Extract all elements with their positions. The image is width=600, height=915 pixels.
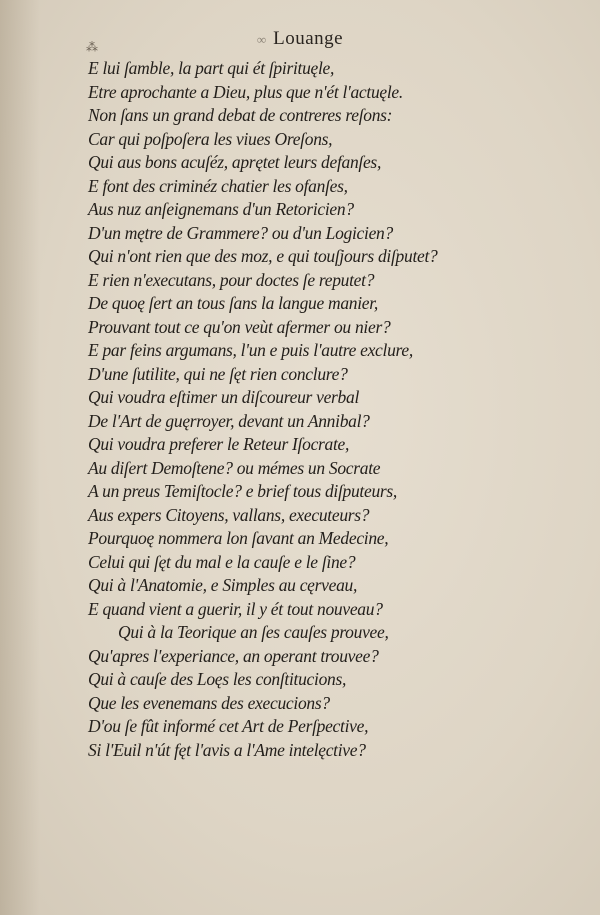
- verse-line: Aus nuz anſeignemans d'un Retoricien?: [88, 199, 354, 219]
- verse-line: Prouvant tout ce qu'on veùt afermer ou nier?: [88, 316, 391, 337]
- verse-line: Qui voudra preferer le Reteur Iſocrate,: [88, 434, 350, 454]
- verse-line: Que les evenemans des execucions?: [88, 692, 330, 713]
- margin-mark: ⁂: [86, 40, 98, 54]
- verse-line: Qui n'ont rien que des moz, e qui touſjours diſputet?: [88, 246, 438, 266]
- verse-line: D'un mętre de Grammere? ou d'un Logicien?: [88, 222, 393, 243]
- running-header: [0, 28, 600, 50]
- verse-line: Qui voudra eſtimer un diſcoureur verbal: [88, 387, 360, 407]
- verse-line: E quand vient a guerir, il y ét tout nouveau?: [88, 598, 383, 619]
- verse-line: E par feins argumans, l'un e puis l'autre exclure,: [88, 340, 413, 360]
- verse-list: [88, 57, 558, 762]
- verse-line: D'ou ſe fût informé cet Art de Perſpective,: [88, 716, 369, 736]
- binding-shadow: [0, 0, 40, 915]
- verse-line: Aus expers Citoyens, vallans, executeurs?: [88, 504, 370, 525]
- verse-line: Qui à cauſe des Loęs les conſtitucions,: [88, 669, 347, 689]
- page-title: Louange: [273, 28, 344, 49]
- verse-line: Pourquoę nommera lon ſavant an Medecine,: [88, 528, 389, 548]
- verse-line: Non ſans un grand debat de contreres reſons:: [88, 105, 393, 125]
- verse-line: Qui à l'Anatomie, e Simples au cęrveau,: [88, 575, 358, 595]
- verse-line: D'une ſutilite, qui ne ſęt rien conclure?: [88, 363, 348, 384]
- verse-line: Celui qui ſęt du mal e la cauſe e le ſine?: [88, 551, 356, 572]
- verse-line: E rien n'executans, pour doctes ſe reputet?: [88, 269, 375, 290]
- verse-line: A un preus Temiſtocle? e brief tous diſputeurs,: [88, 481, 397, 501]
- verse-line: De quoę ſert an tous ſans la langue manier,: [88, 293, 378, 313]
- verse-line: Etre aprochante a Dieu, plus que n'ét l'actuęle.: [88, 81, 403, 102]
- verse-line: E font des criminéz chatier les ofanſes,: [88, 175, 348, 196]
- verse-line: Car qui poſpoſera les viues Oreſons,: [88, 128, 333, 149]
- verse-line: De l'Art de guęrroyer, devant un Annibal?: [88, 410, 370, 431]
- verse-line: E lui ſamble, la part qui ét ſpirituęle,: [88, 58, 335, 78]
- verse-line: Au diſert Demoſtene? ou mémes un Socrate: [88, 457, 381, 478]
- header-ornament: ∞: [256, 32, 268, 47]
- verse-line: Qui à la Teorique an ſes cauſes prouvee,: [118, 622, 389, 642]
- verse-line: Qui aus bons acuſéz, aprętet leurs defanſes,: [88, 152, 382, 172]
- verse-line: Si l'Euil n'út fęt l'avis a l'Ame intelęctive?: [88, 739, 366, 760]
- verse-line: Qu'apres l'experiance, an operant trouvee?: [88, 645, 379, 666]
